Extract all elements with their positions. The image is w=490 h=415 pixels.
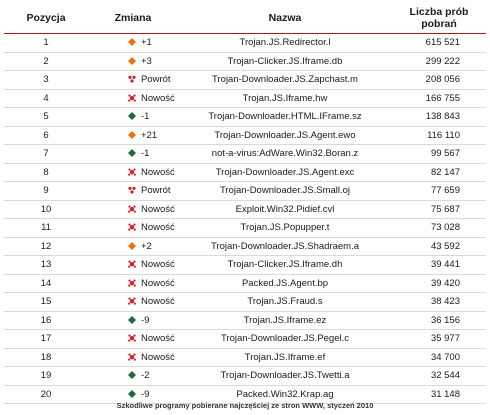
row-name: Packed.Win32.Krap.ag [178, 385, 392, 404]
row-name: Trojan.JS.Redirector.l [178, 34, 392, 53]
row-change-label: +2 [141, 240, 152, 252]
row-change-label: -2 [141, 370, 150, 382]
table-row [4, 182, 486, 201]
row-position: 12 [4, 237, 88, 256]
arrow-down-icon [128, 371, 136, 379]
new-icon [128, 334, 136, 342]
table-row [4, 311, 486, 330]
row-change-label: Nowość [141, 333, 175, 345]
row-name: Packed.JS.Agent.bp [178, 274, 392, 293]
row-change [88, 348, 178, 367]
table-row [4, 274, 486, 293]
table-row [4, 108, 486, 127]
row-change [88, 71, 178, 90]
new-icon [128, 297, 136, 305]
new-icon [128, 205, 136, 213]
table-row [4, 71, 486, 90]
figure-caption: Szkodliwe programy pobierane najczęściej ze stron WWW, styczeń 2010 [116, 401, 374, 410]
row-count: 73 028 [392, 219, 486, 238]
row-name: Trojan.JS.Fraud.s [178, 293, 392, 312]
row-change [88, 163, 178, 182]
row-name: Trojan.JS.Iframe.ef [178, 348, 392, 367]
header-count-line2: pobrań [421, 17, 457, 30]
row-count: 31 148 [392, 385, 486, 404]
row-position: 6 [4, 126, 88, 145]
arrow-up-icon [128, 242, 136, 250]
row-change-label: +1 [141, 37, 152, 49]
header-change: Zmiana [88, 2, 178, 34]
row-count: 138 843 [392, 108, 486, 127]
new-icon [128, 223, 136, 231]
row-position: 13 [4, 256, 88, 275]
row-count: 38 423 [392, 293, 486, 312]
table-row [4, 219, 486, 238]
row-name: Trojan-Clicker.JS.Iframe.dh [178, 256, 392, 275]
table-row [4, 200, 486, 219]
row-count: 99 567 [392, 145, 486, 164]
row-position: 20 [4, 385, 88, 404]
new-icon [128, 94, 136, 102]
header-position: Pozycja [4, 2, 88, 34]
table-row [4, 145, 486, 164]
row-name: Exploit.Win32.Pidief.cvl [178, 200, 392, 219]
row-position: 14 [4, 274, 88, 293]
table-header [4, 2, 486, 34]
row-position: 7 [4, 145, 88, 164]
row-change-label: Powrót [141, 74, 171, 86]
row-name: not-a-virus:AdWare.Win32.Boran.z [178, 145, 392, 164]
row-position: 18 [4, 348, 88, 367]
new-icon [128, 260, 136, 268]
row-position: 16 [4, 311, 88, 330]
row-count: 615 521 [392, 34, 486, 53]
row-change-label: Nowość [141, 203, 175, 215]
row-change-label: Nowość [141, 296, 175, 308]
header-row [4, 2, 486, 34]
row-count: 299 222 [392, 52, 486, 71]
row-position: 4 [4, 89, 88, 108]
row-change [88, 89, 178, 108]
row-name: Trojan-Downloader.JS.Agent.exc [178, 163, 392, 182]
row-change-label: -9 [141, 388, 150, 400]
return-icon [128, 186, 136, 194]
row-change-label: -1 [141, 148, 150, 160]
row-name: Trojan-Downloader.JS.Shadraem.a [178, 237, 392, 256]
arrow-up-icon [128, 131, 136, 139]
row-change-label: Nowość [141, 259, 175, 271]
row-change [88, 200, 178, 219]
row-change [88, 311, 178, 330]
row-change [88, 108, 178, 127]
row-change-label: +21 [141, 129, 158, 141]
row-position: 5 [4, 108, 88, 127]
row-name: Trojan-Downloader.JS.Zapchast.m [178, 71, 392, 90]
row-change [88, 330, 178, 349]
header-name: Nazwa [178, 2, 392, 34]
row-position: 11 [4, 219, 88, 238]
row-count: 39 420 [392, 274, 486, 293]
table-row [4, 256, 486, 275]
arrow-up-icon [128, 38, 136, 46]
row-name: Trojan.JS.Iframe.ez [178, 311, 392, 330]
row-count: 82 147 [392, 163, 486, 182]
table-row [4, 348, 486, 367]
row-change [88, 367, 178, 386]
row-change [88, 126, 178, 145]
arrow-down-icon [128, 112, 136, 120]
row-change-label: Powrót [141, 185, 171, 197]
row-name: Trojan.JS.Popupper.t [178, 219, 392, 238]
row-change-label: Nowość [141, 92, 175, 104]
row-position: 10 [4, 200, 88, 219]
row-position: 15 [4, 293, 88, 312]
row-position: 1 [4, 34, 88, 53]
row-change [88, 182, 178, 201]
return-icon [128, 75, 136, 83]
row-change [88, 219, 178, 238]
row-count: 43 592 [392, 237, 486, 256]
new-icon [128, 168, 136, 176]
row-count: 36 156 [392, 311, 486, 330]
table-row [4, 126, 486, 145]
row-name: Trojan-Downloader.JS.Twetti.a [178, 367, 392, 386]
malware-ranking-table [4, 2, 486, 404]
row-position: 2 [4, 52, 88, 71]
row-name: Trojan-Downloader.JS.Pegel.c [178, 330, 392, 349]
arrow-down-icon [128, 316, 136, 324]
row-count: 166 755 [392, 89, 486, 108]
row-position: 19 [4, 367, 88, 386]
table-row [4, 34, 486, 53]
header-count [392, 2, 486, 34]
row-position: 8 [4, 163, 88, 182]
row-count: 77 659 [392, 182, 486, 201]
row-count: 39 441 [392, 256, 486, 275]
row-change [88, 145, 178, 164]
row-change-label: -1 [141, 111, 150, 123]
table-row [4, 293, 486, 312]
arrow-up-icon [128, 57, 136, 65]
row-change-label: -9 [141, 314, 150, 326]
row-count: 116 110 [392, 126, 486, 145]
row-position: 3 [4, 71, 88, 90]
row-change-label: Nowość [141, 222, 175, 234]
arrow-down-icon [128, 149, 136, 157]
table-row [4, 330, 486, 349]
row-name: Trojan-Downloader.HTML.IFrame.sz [178, 108, 392, 127]
row-name: Trojan-Clicker.JS.Iframe.db [178, 52, 392, 71]
row-name: Trojan-Downloader.JS.Agent.ewo [178, 126, 392, 145]
row-position: 9 [4, 182, 88, 201]
row-name: Trojan-Downloader.JS.Small.oj [178, 182, 392, 201]
row-change [88, 52, 178, 71]
table-row [4, 163, 486, 182]
row-count: 34 700 [392, 348, 486, 367]
new-icon [128, 353, 136, 361]
row-count: 32 544 [392, 367, 486, 386]
table-row [4, 89, 486, 108]
row-change-label: Nowość [141, 277, 175, 289]
row-position: 17 [4, 330, 88, 349]
row-change [88, 293, 178, 312]
row-change [88, 256, 178, 275]
row-change-label: Nowość [141, 166, 175, 178]
row-count: 35 977 [392, 330, 486, 349]
row-change [88, 274, 178, 293]
table-row [4, 52, 486, 71]
table-row [4, 237, 486, 256]
row-count: 75 687 [392, 200, 486, 219]
header-count-line1: Liczba prób [409, 5, 469, 18]
row-name: Trojan.JS.Iframe.hw [178, 89, 392, 108]
row-change-label: Nowość [141, 351, 175, 363]
table-body [4, 34, 486, 404]
table-row [4, 367, 486, 386]
row-count: 208 056 [392, 71, 486, 90]
row-change [88, 34, 178, 53]
new-icon [128, 279, 136, 287]
row-change [88, 237, 178, 256]
row-change-label: +3 [141, 55, 152, 67]
arrow-down-icon [128, 390, 136, 398]
